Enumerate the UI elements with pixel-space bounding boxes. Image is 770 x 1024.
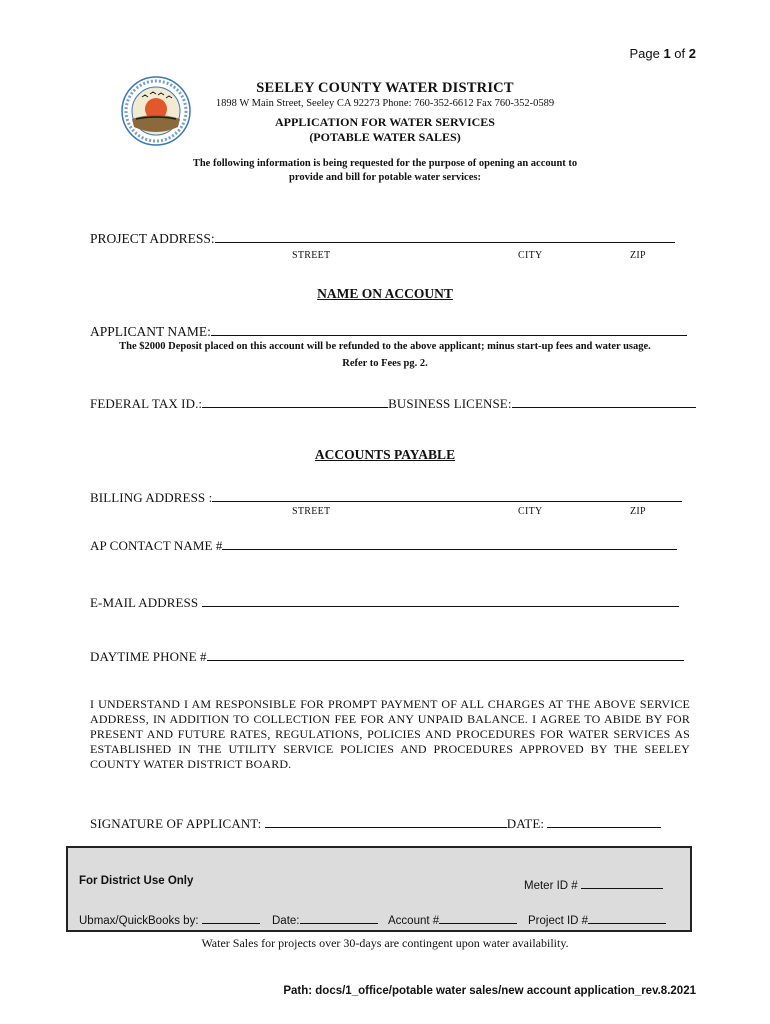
account-number-label: Account # — [388, 915, 440, 927]
applicant-name-line[interactable] — [211, 322, 687, 336]
page-indicator — [629, 46, 696, 61]
name-on-account-heading: NAME ON ACCOUNT — [317, 286, 453, 301]
form-title: APPLICATION FOR WATER SERVICES — [275, 115, 495, 129]
form-subtitle: (POTABLE WATER SALES) — [309, 130, 461, 144]
page-prefix: Page — [629, 46, 664, 61]
document-path: Path: docs/1_office/potable water sales/new account application_rev.8.2021 — [283, 985, 696, 997]
box-date-field[interactable] — [272, 910, 378, 927]
email-field[interactable] — [90, 593, 679, 611]
applicant-name-field[interactable] — [90, 322, 687, 340]
federal-tax-id-label: FEDERAL TAX ID.: — [90, 396, 203, 411]
applicant-name-label: APPLICANT NAME: — [90, 324, 211, 339]
project-street-caption: STREET — [292, 250, 331, 261]
email-label: E-MAIL ADDRESS — [90, 595, 199, 610]
project-zip-caption: ZIP — [630, 250, 646, 261]
signature-date-line[interactable] — [547, 814, 661, 828]
intro-text — [0, 157, 770, 185]
project-address-field[interactable] — [90, 229, 675, 247]
project-id-label: Project ID # — [528, 915, 589, 927]
business-license-label: BUSINESS LICENSE: — [388, 396, 512, 411]
page-of: of — [670, 46, 689, 61]
federal-tax-id-line[interactable] — [202, 394, 388, 408]
box-date-line[interactable] — [300, 910, 378, 924]
intro-line-2: provide and bill for potable water services: — [289, 172, 481, 183]
billing-address-line[interactable] — [212, 488, 682, 502]
meter-id-label: Meter ID # — [524, 880, 578, 892]
daytime-phone-field[interactable] — [90, 647, 684, 665]
project-address-label: PROJECT ADDRESS: — [90, 231, 215, 246]
billing-zip-caption: ZIP — [630, 506, 646, 517]
project-city-caption: CITY — [518, 250, 543, 261]
district-use-heading: For District Use Only — [79, 875, 194, 887]
fees-note: Refer to Fees pg. 2. — [342, 358, 428, 369]
billing-address-label: BILLING ADDRESS : — [90, 490, 213, 505]
ap-contact-field[interactable] — [90, 536, 677, 554]
ubmax-label: Ubmax/QuickBooks by: — [79, 915, 199, 927]
signature-line[interactable] — [265, 814, 507, 828]
billing-street-caption: STREET — [292, 506, 331, 517]
meter-id-field[interactable] — [524, 875, 663, 892]
availability-note: Water Sales for projects over 30-days are contingent upon water availability. — [201, 936, 569, 950]
org-address: 1898 W Main Street, Seeley CA 92273 Phone: 760-352-6612 Fax 760-352-0589 — [215, 98, 555, 109]
acknowledgement-text: I UNDERSTAND I AM RESPONSIBLE FOR PROMPT PAYMENT OF ALL CHARGES AT THE ABOVE SERVICE ADDRESS, IN ADDITION TO COLLECTION FEE FOR ANY UNPAID BALANCE. I AGREE TO ABIDE BY FOR PRESENT AND FUTURE RATES, REGULATIONS, POLICIES AND PROCEDURES FOR WATER SERVICES AS ESTABLISHED IN THE UTILITY SERVICE POLICIES AND PROCEDURES APPROVED BY THE SEELEY COUNTY WATER DISTRICT BOARD. — [90, 697, 690, 771]
box-date-label: Date: — [272, 915, 300, 927]
signature-row — [90, 814, 661, 832]
tax-license-row — [90, 394, 696, 412]
ap-contact-label: AP CONTACT NAME # — [90, 538, 223, 553]
meter-id-line[interactable] — [581, 875, 663, 889]
deposit-note: The $2000 Deposit placed on this account will be refunded to the above applicant; minus start-up fees and water usage. — [119, 341, 651, 352]
daytime-phone-label: DAYTIME PHONE # — [90, 649, 207, 664]
business-license-line[interactable] — [512, 394, 696, 408]
accounts-payable-heading: ACCOUNTS PAYABLE — [314, 447, 456, 462]
district-use-box — [66, 846, 692, 932]
project-address-line[interactable] — [215, 229, 675, 243]
account-number-field[interactable] — [388, 910, 517, 927]
account-number-line[interactable] — [439, 910, 517, 924]
email-line[interactable] — [202, 593, 679, 607]
billing-city-caption: CITY — [518, 506, 543, 517]
project-id-line[interactable] — [588, 910, 666, 924]
org-name: SEELEY COUNTY WATER DISTRICT — [256, 80, 514, 96]
daytime-phone-line[interactable] — [207, 647, 684, 661]
ubmax-line[interactable] — [202, 910, 260, 924]
signature-label: SIGNATURE OF APPLICANT: — [90, 816, 262, 831]
signature-date-label: DATE: — [506, 816, 545, 831]
project-id-field[interactable] — [528, 910, 666, 927]
intro-line-1: The following information is being requested for the purpose of opening an account to — [192, 158, 578, 169]
ap-contact-line[interactable] — [222, 536, 677, 550]
ubmax-field[interactable] — [79, 910, 260, 927]
page-current: 1 — [663, 46, 671, 61]
page-total: 2 — [688, 46, 696, 61]
billing-address-field[interactable] — [90, 488, 682, 506]
